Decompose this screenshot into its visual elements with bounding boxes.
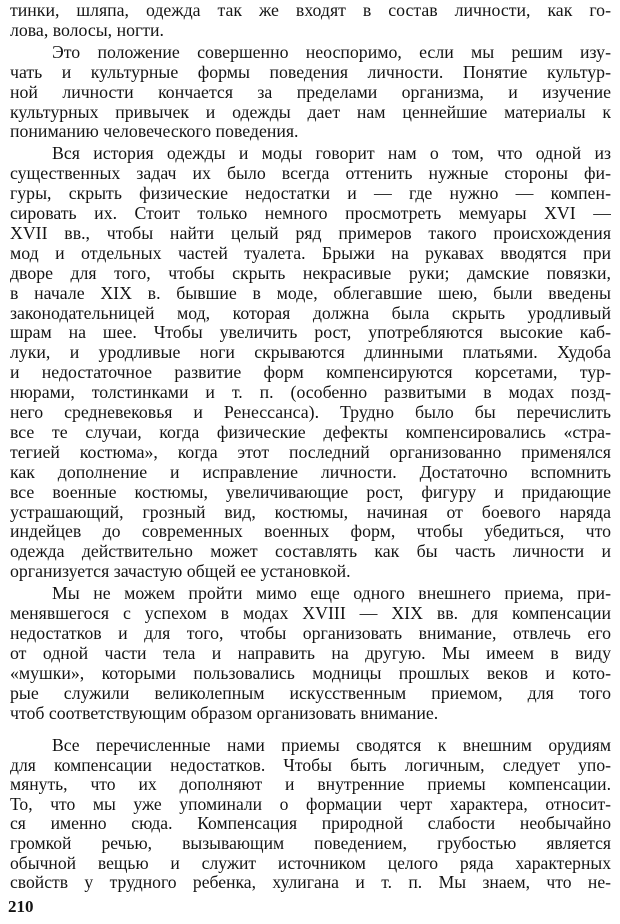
text-line: обычной вещью и служит источником целого ряда характерных (10, 853, 611, 873)
text-line: ной личности кончается за пределами организма, и изучение (10, 82, 611, 102)
text-line: луки, и уродливые ноги скрываются длинными платьями. Худоба (10, 343, 611, 363)
text-line: шрам на шее. Чтобы увеличить рост, употребляются высокие каб- (10, 323, 611, 343)
page-number: 210 (8, 897, 34, 916)
text-line: недостатков и для того, чтобы организовать внимание, отвлечь его (10, 623, 611, 643)
text-line: законодательницей мод, которая должна была скрыть уродливый (10, 303, 611, 323)
text-line: «мушки», которыми пользовались модницы прошлых веков и кото- (10, 663, 611, 683)
text-line: мод и отдельных частей туалета. Брыжи на рукавах вводятся при (10, 243, 611, 263)
text-line: индейцев до современных военных форм, чтобы убедиться, что (10, 522, 611, 542)
text-line: дворе для того, чтобы скрыть некрасивые руки; дамские повязки, (10, 263, 611, 283)
text-line: громкой речью, вызывающим поведением, грубостью является (10, 834, 611, 853)
text-line: сировать их. Стоит только немного просмотреть мемуары XVI — (10, 204, 611, 223)
text-line: менявшегося с успехом в модах XVIII — XIX вв. для компенсации (10, 604, 611, 623)
text-line: для компенсации недостатков. Чтобы быть логичным, следует упо- (10, 755, 611, 775)
text-line: все те случаи, когда физические дефекты компенсировались «стра- (10, 422, 611, 442)
text-line: существенных задач их было всегда оттенить нужные стороны фи- (10, 164, 611, 184)
text-line: лова, волосы, ногти. (10, 20, 165, 40)
text-line: устрашающий, грозный вид, костюмы, начиная от боевого наряда (10, 502, 611, 522)
text-line: Вся история одежды и моды говорит нам о том, что одной из (52, 144, 611, 164)
text-line: То, что мы уже упоминали о формации черт характера, относит- (10, 794, 611, 814)
text-line: Мы не можем пройти мимо еще одного внешнего приема, при- (52, 584, 611, 604)
text-line: XVII вв., чтобы найти целый ряд примеров такого происхождения (10, 223, 611, 243)
text-line: пониманию человеческого поведения. (10, 122, 299, 142)
text-line: и недостаточное развитие форм компенсируются корсетами, тур- (10, 363, 611, 383)
text-line: рые служили великолепным искусственным приемом, для того (10, 683, 611, 703)
text-line: нюрами, толстинками и т. п. (особенно развитыми в модах позд- (10, 383, 611, 403)
text-line: него средневековья и Ренессанса). Трудно было бы перечислить (10, 403, 611, 422)
text-line: гуры, скрыть физические недостатки и — где нужно — компен- (10, 184, 611, 204)
text-line: чать и культурные формы поведения личности. Понятие культур- (10, 62, 611, 82)
text-line: мянуть, что их дополняют и внутренние приемы компенсации. (10, 775, 611, 795)
text-line: одежда действительно может составлять как бы часть личности и (10, 542, 611, 562)
text-line: свойств у трудного ребенка, хулигана и т. п. Мы знаем, что не- (10, 873, 611, 893)
text-line: от одной части тела и направить на другую. Мы имеем в виду (10, 643, 611, 663)
text-line: культурных привычек и одежды дает нам ценнейшие материалы к (10, 102, 611, 122)
text-line: в начале XIX в. бывшие в моде, облегавшие шею, были введены (10, 283, 611, 303)
text-line: организуется зачастую общей ее установкой. (10, 562, 351, 582)
text-line: Все перечисленные нами приемы сводятся к внешним орудиям (52, 736, 611, 755)
text-line: ся именно сюда. Компенсация природной слабости необычайно (10, 814, 611, 834)
text-line: чтоб соответствующим образом организовать внимание. (10, 703, 439, 723)
text-line: все военные костюмы, увеличивающие рост, фигуру и придающие (10, 482, 611, 502)
text-line: Это положение совершенно неоспоримо, если мы решим изу- (52, 42, 611, 62)
text-line: тинки, шляпа, одежда так же входят в состав личности, как го- (10, 1, 611, 20)
text-line: как дополнение и исправление личности. Достаточно вспомнить (10, 462, 611, 482)
text-line: тегией костюма», когда этот последний организованно применялся (10, 442, 611, 462)
